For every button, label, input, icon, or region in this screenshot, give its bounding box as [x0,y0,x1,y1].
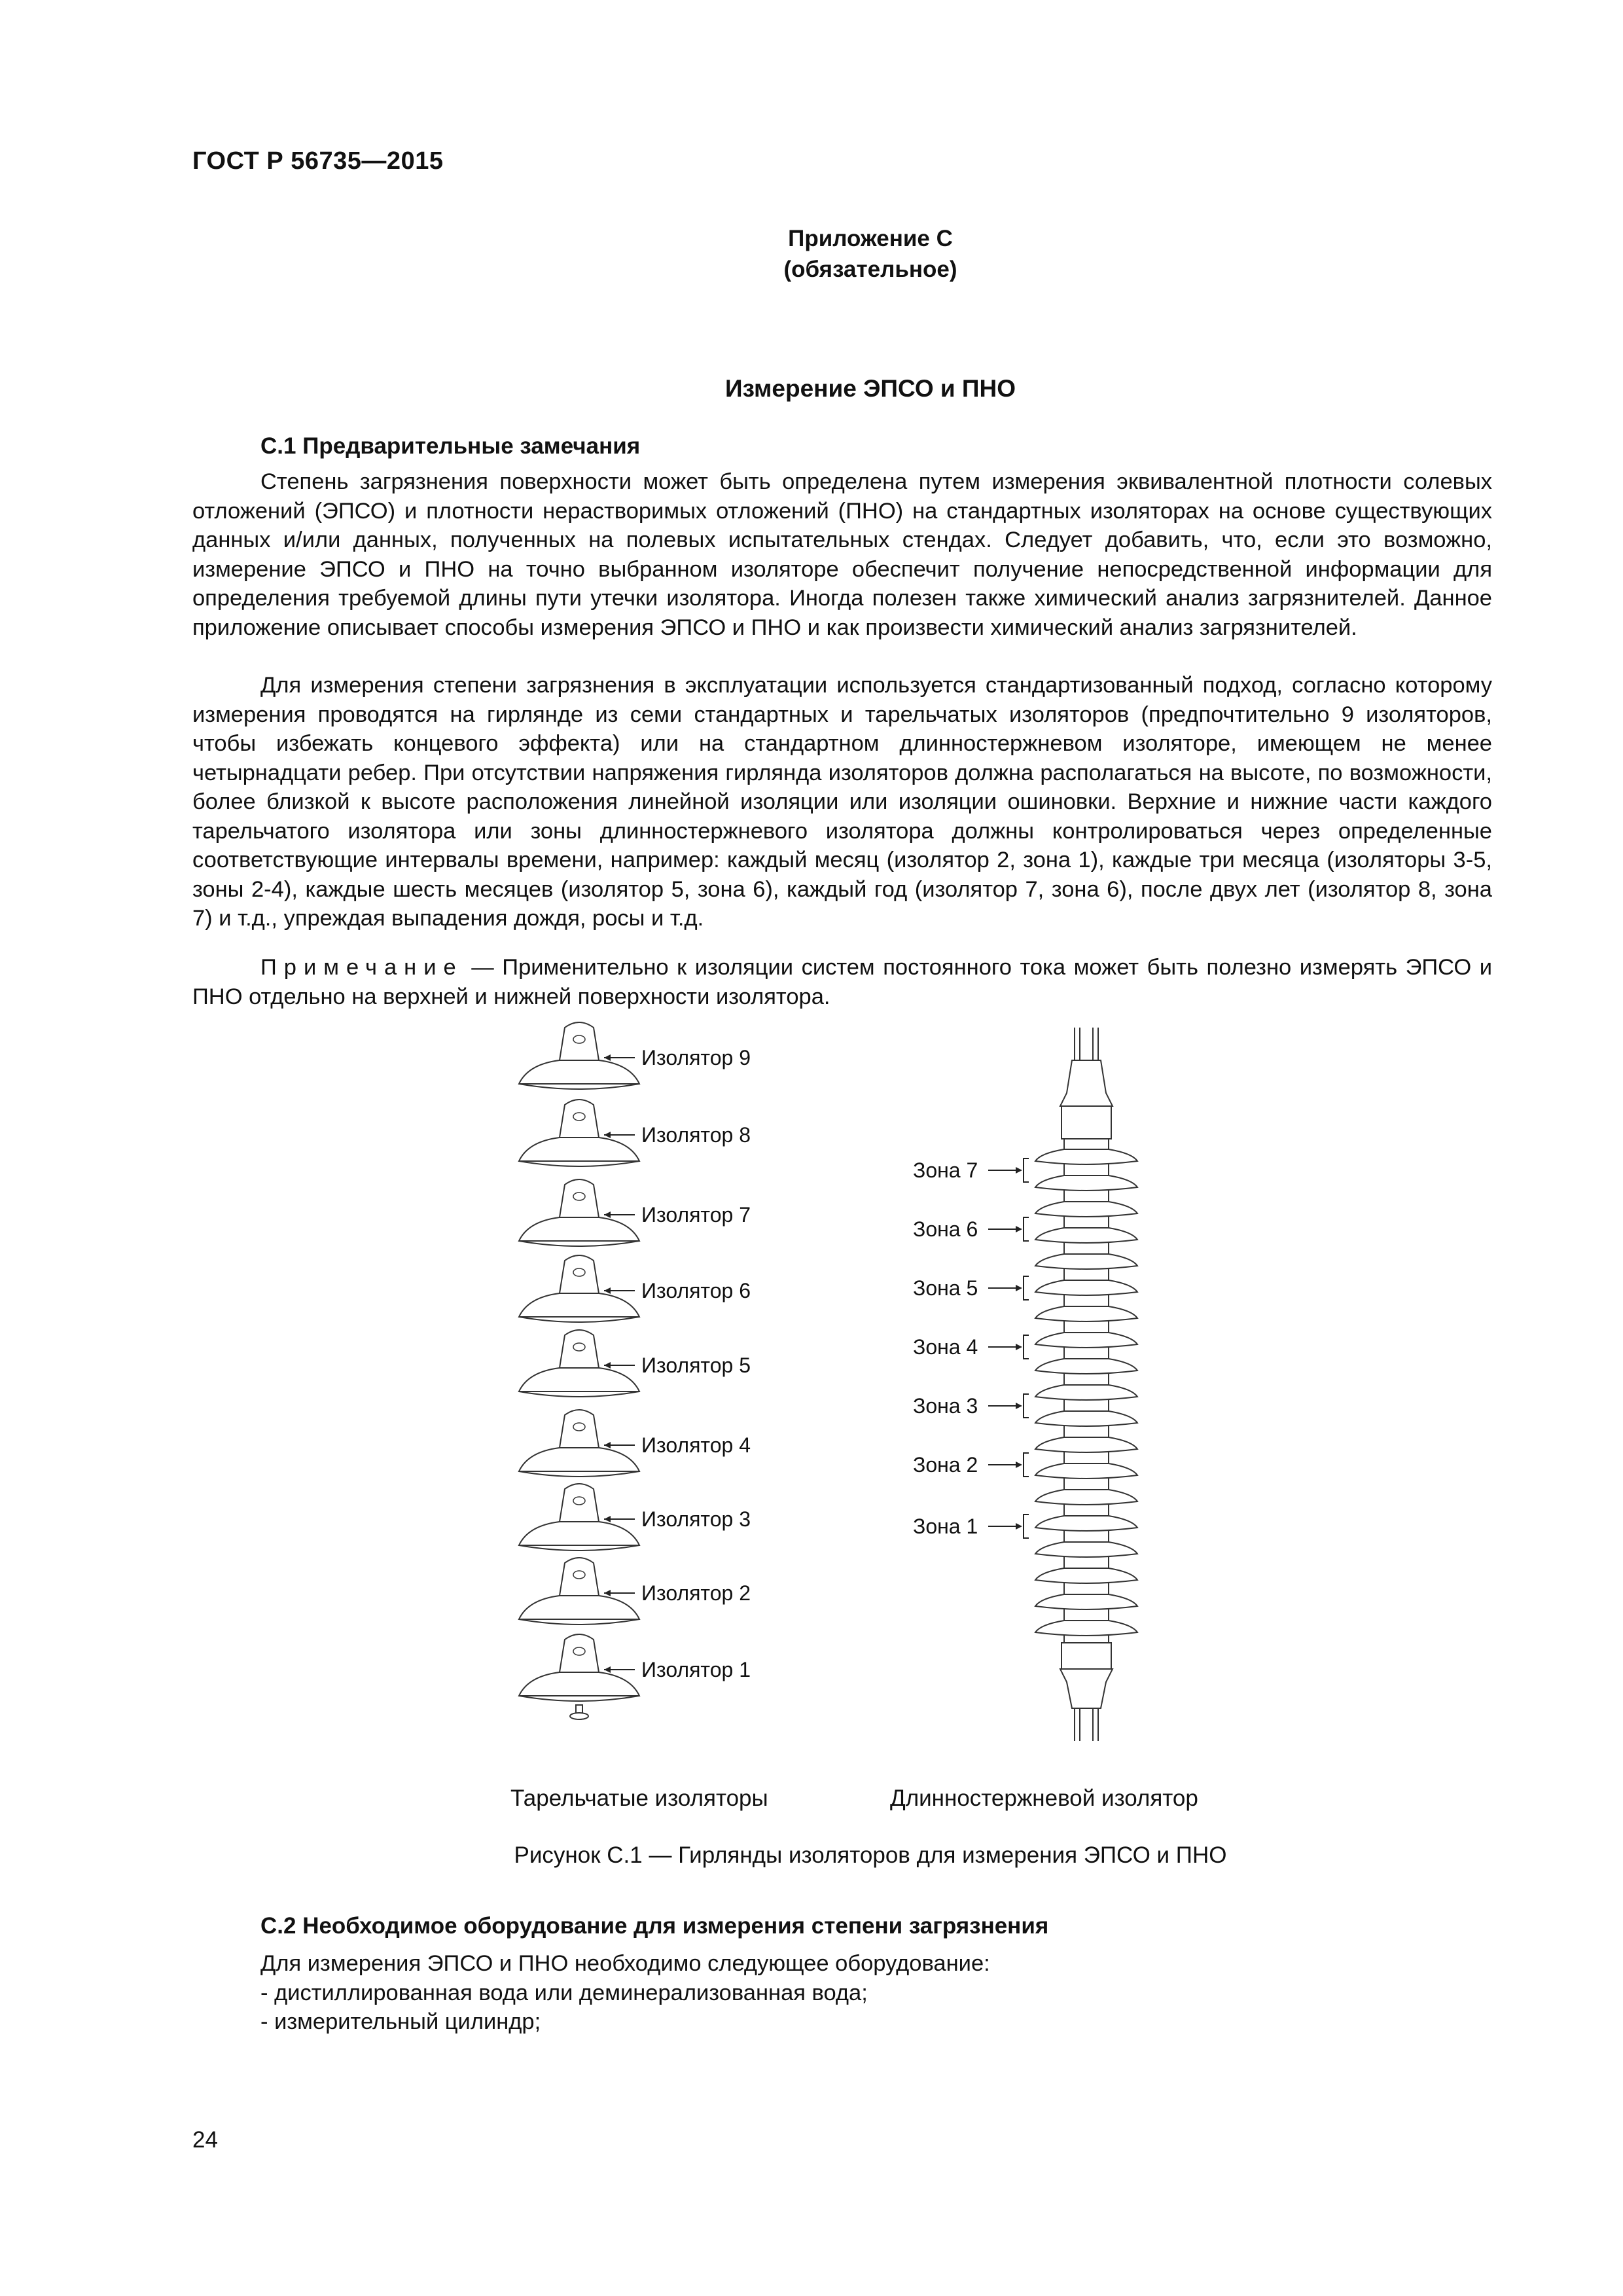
bottom-end-fitting [1060,1669,1113,1708]
list-item: - дистиллированная вода или деминерализованная вода; [260,1980,868,2005]
paragraph-text: Для измерения степени загрязнения в эксплуатации используется стандартизованный подход, согласно которому измерения проводятся на гирлянде из семи стандартных и тарельчатых изоляторов (предпочтительно 9 изоляторов, чтобы избежать концевого эффекта) или на стандартном длинностержневом изоляторе, имеющем не менее четырнадцати ребер. При отсутствии напряжения гирлянда изоляторов должна располагаться на высоте, по возможности, более близкой к высоте расположения линейной изоляции или изоляции ошиновки. Верхние и нижние части каждого тарельчатого изолятора или зоны длинностержневого изолятора должны контролироваться через определенные соответствующие интервалы времени, например: каждый месяц (изолятор 2, зона 1), каждые три месяца (изоляторы 3-5, зоны 2-4), каждые шесть месяцев (изолятор 5, зона 6), каждый год (изолятор 7, зона 6), после двух лет (изолятор 8, зона 7) и т.д., упреждая выпадения дождя, росы и т.д. [192,673,1492,931]
zone-label: Зона 6 [913,1217,978,1241]
rod-shed [1035,1437,1137,1452]
zone-label: Зона 4 [913,1335,978,1359]
rod-shed [1035,1516,1137,1531]
zone-label: Зона 3 [913,1394,978,1418]
disc-label: Изолятор 1 [641,1658,751,1681]
rod-shed [1035,1385,1137,1400]
section-2-heading: С.2 Необходимое оборудование для измерения степени загрязнения [260,1913,1049,1939]
pin-cap [570,1713,588,1719]
top-clevis [1075,1028,1098,1060]
note-label: Примечание [260,955,463,980]
disc-label: Изолятор 2 [641,1581,751,1605]
rod-shed [1035,1280,1137,1295]
page-number: 24 [192,2127,218,2153]
disc-insulator [519,1022,751,1089]
rod-shed [1035,1411,1137,1426]
rod-shed [1035,1594,1137,1609]
disc-insulator [519,1484,751,1551]
zone-label: Зона 7 [913,1158,978,1182]
rod-shed [1035,1333,1137,1348]
disc-label: Изолятор 7 [641,1203,751,1227]
bottom-clevis [1075,1708,1098,1741]
disc-insulator [519,1179,751,1246]
disc-label: Изолятор 9 [641,1046,751,1069]
figure-caption: Рисунок С.1 — Гирлянды изоляторов для измерения ЭПСО и ПНО [514,1842,1227,1868]
zone-label: Зона 1 [913,1515,978,1538]
rod-shed [1035,1149,1137,1164]
zone-marker [913,1394,1029,1418]
zone-marker [913,1515,1029,1538]
disc-insulator [519,1330,751,1397]
rod-shed [1035,1254,1137,1269]
zone-marker [913,1453,1029,1477]
standard-number: ГОСТ Р 56735—2015 [192,147,444,175]
rod-shed [1035,1621,1137,1636]
long-rod-caption: Длинностержневой изолятор [890,1785,1198,1811]
top-collar [1061,1106,1111,1139]
section-1-paragraph-2 [192,671,1492,933]
bottom-collar [1061,1643,1111,1669]
rod-shed [1035,1568,1137,1583]
rod-shed [1035,1490,1137,1505]
list-intro: Для измерения ЭПСО и ПНО необходимо следующее оборудование: [260,1951,990,1976]
long-rod-insulator [913,1028,1137,1741]
disc-label: Изолятор 8 [641,1123,751,1147]
equipment-list [260,1949,990,2037]
disc-insulators-caption: Тарельчатые изоляторы [510,1785,768,1811]
rod-shed [1035,1463,1137,1479]
list-item: - измерительный цилиндр; [260,2009,541,2034]
disc-label: Изолятор 3 [641,1507,751,1531]
rod-shed [1035,1202,1137,1217]
disc-insulator [519,1100,751,1166]
insulator-figure [497,1021,1257,1793]
top-end-fitting [1060,1060,1113,1106]
zone-label: Зона 2 [913,1453,978,1477]
disc-label: Изолятор 5 [641,1354,751,1377]
section-1-heading: С.1 Предварительные замечания [260,433,641,459]
disc-insulator [519,1410,751,1477]
disc-label: Изолятор 4 [641,1433,751,1457]
note [192,953,1492,1011]
rod-shed [1035,1306,1137,1321]
annex-label: Приложение С [788,226,953,251]
paragraph-text: Степень загрязнения поверхности может быть определена путем измерения эквивалентной плотности солевых отложений (ЭПСО) и плотности нерастворимых отложений (ПНО) на стандартных изоляторах на основе существующих данных и/или данных, полученных на полевых испытательных стендах. Следует добавить, что, если это возможно, измерение ЭПСО и ПНО на точно выбранном изоляторе обеспечит получение непосредственной информации для определения требуемой длины пути утечки изолятора. Иногда полезен также химический анализ загрязнителей. Данное приложение описывает способы измерения ЭПСО и ПНО и как произвести химический анализ загрязнителей. [192,469,1492,640]
rod-shed [1035,1228,1137,1243]
insulator-strings-drawing [497,1021,1257,1793]
zone-marker [913,1276,1029,1300]
cap-and-pin-string [519,1022,751,1719]
disc-insulator [519,1634,751,1701]
zone-label: Зона 5 [913,1276,978,1300]
rod-shed [1035,1359,1137,1374]
annex-title: Измерение ЭПСО и ПНО [724,375,1016,402]
disc-label: Изолятор 6 [641,1279,751,1302]
rod-shed [1035,1175,1137,1191]
annex-status: (обязательное) [783,257,957,282]
note-text [192,953,1492,1011]
note-body: — Применительно к изоляции систем постоянного тока может быть полезно измерять ЭПСО и ПНО отдельно на верхней и нижней поверхности изолятора. [192,955,1492,1009]
rod-shed [1035,1542,1137,1557]
section-1-paragraph-1 [192,467,1492,642]
zone-marker [913,1335,1029,1359]
zone-marker [913,1217,1029,1241]
disc-insulator [519,1558,751,1624]
disc-insulator [519,1255,751,1322]
zone-marker [913,1158,1029,1182]
